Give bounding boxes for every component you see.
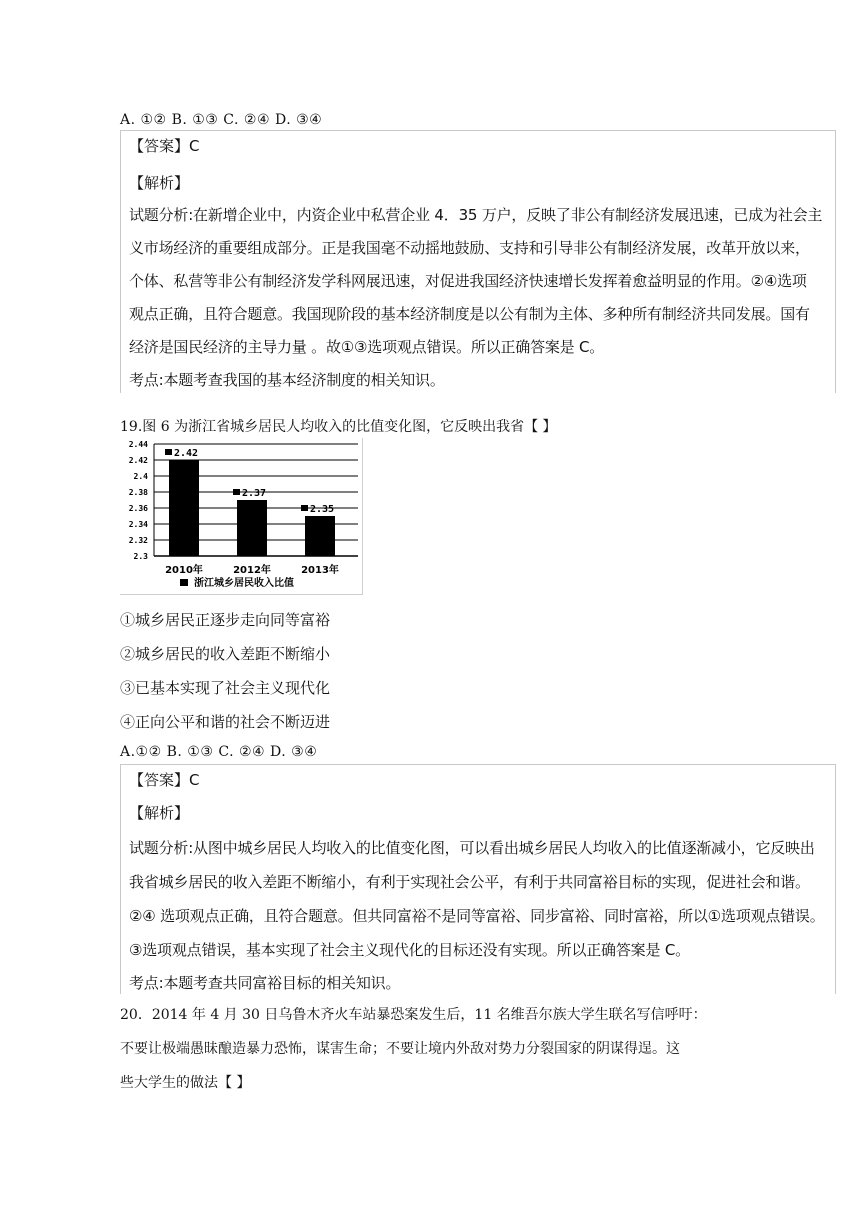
- legend-label: 浙江城乡居民收入比值: [194, 578, 294, 589]
- q18-answer: 【答案】C: [129, 137, 200, 155]
- q18-exam-point: 考点:本题考查我国的基本经济制度的相关知识。: [129, 371, 445, 389]
- x-tick-label: 2013年: [301, 565, 339, 576]
- q18-analysis-line: 个体、私营等非公有制经济发学科网展迅速，对促进我国经济快速增长发挥着愈益明显的作用。②④选项: [129, 272, 807, 290]
- data-label-swatch: [233, 489, 240, 495]
- y-tick-label: 2.36: [128, 504, 148, 513]
- data-label-swatch: [301, 505, 308, 511]
- q19-options: A.①② B. ①③ C. ②④ D. ③④: [120, 744, 318, 760]
- income-ratio-chart: [120, 438, 363, 595]
- q19-analysis-line: ③选项观点错误，基本实现了社会主义现代化的目标还没有实现。所以正确答案是 C。: [129, 941, 690, 959]
- bar: [169, 460, 199, 556]
- q18-options: A. ①② B. ①③ C. ②④ D. ③④: [120, 112, 323, 128]
- q20-stem-line: 些大学生的做法【 】: [120, 1075, 251, 1091]
- q19-analysis-line: 试题分析:从图中城乡居民人均收入的比值变化图，可以看出城乡居民人均收入的比值逐渐减小，它反映出: [129, 839, 815, 857]
- data-label: 2.37: [242, 488, 267, 499]
- data-label-swatch: [165, 449, 172, 455]
- legend-swatch: [180, 579, 188, 586]
- q18-analysis-line: 观点正确，且符合题意。我国现阶段的基本经济制度是以公有制为主体、多种所有制经济共同发展。国有: [129, 305, 810, 323]
- q18-analysis-line: 试题分析:在新增企业中，内资企业中私营企业 4．35 万户，反映了非公有制经济发展迅速，已成为社会主: [129, 206, 823, 224]
- bar: [237, 500, 267, 556]
- y-tick-label: 2.44: [128, 440, 148, 449]
- income-ratio-bar-chart: [120, 438, 362, 594]
- x-tick-label: 2012年: [233, 565, 271, 576]
- data-label: 2.35: [310, 504, 335, 515]
- q19-stem: 19.图 6 为浙江省城乡居民人均收入的比值变化图，它反映出我省【 】: [120, 419, 557, 435]
- y-tick-label: 2.42: [128, 456, 148, 465]
- q19-choice-3: ③已基本实现了社会主义现代化: [120, 679, 331, 697]
- data-label: 2.42: [174, 448, 199, 459]
- q18-analysis-box: [120, 130, 836, 393]
- y-tick-label: 2.34: [128, 520, 148, 529]
- y-tick-label: 2.3: [133, 552, 148, 561]
- y-tick-label: 2.38: [128, 488, 148, 497]
- q19-analysis-heading: 【解析】: [129, 804, 190, 822]
- q20-stem-line: 不要让极端愚昧酿造暴力恐怖，谋害生命；不要让境内外敌对势力分裂国家的阴谋得逞。这: [120, 1041, 680, 1057]
- y-tick-label: 2.32: [128, 536, 148, 545]
- y-tick-label: 2.4: [133, 472, 148, 481]
- bar: [305, 516, 335, 556]
- q19-choice-4: ④正向公平和谐的社会不断迈进: [120, 713, 331, 731]
- q19-choice-2: ②城乡居民的收入差距不断缩小: [120, 645, 331, 663]
- q19-choice-1: ①城乡居民正逐步走向同等富裕: [120, 611, 331, 629]
- q19-answer: 【答案】C: [129, 771, 200, 789]
- q19-analysis-line: ②④ 选项观点正确，且符合题意。但共同富裕不是同等富裕、同步富裕、同时富裕，所以①选项观点错误。: [129, 907, 825, 925]
- q18-analysis-line: 义市场经济的重要组成部分。正是我国毫不动摇地鼓励、支持和引导非公有制经济发展，改革开放以来，: [129, 239, 810, 257]
- q18-analysis-heading: 【解析】: [129, 174, 190, 192]
- x-tick-label: 2010年: [165, 565, 203, 576]
- q20-stem-line: 20．2014 年 4 月 30 日乌鲁木齐火车站暴恐案发生后，11 名维吾尔族大学生联名写信呼吁：: [120, 1007, 707, 1023]
- q19-analysis-box: [120, 764, 836, 994]
- q19-analysis-line: 我省城乡居民的收入差距不断缩小，有利于实现社会公平，有利于共同富裕目标的实现，促进社会和谐。: [129, 873, 810, 891]
- q18-analysis-line: 经济是国民经济的主导力量 。故①③选项观点错误。所以正确答案是 C。: [129, 338, 605, 356]
- q19-exam-point: 考点:本题考查共同富裕目标的相关知识。: [129, 974, 401, 992]
